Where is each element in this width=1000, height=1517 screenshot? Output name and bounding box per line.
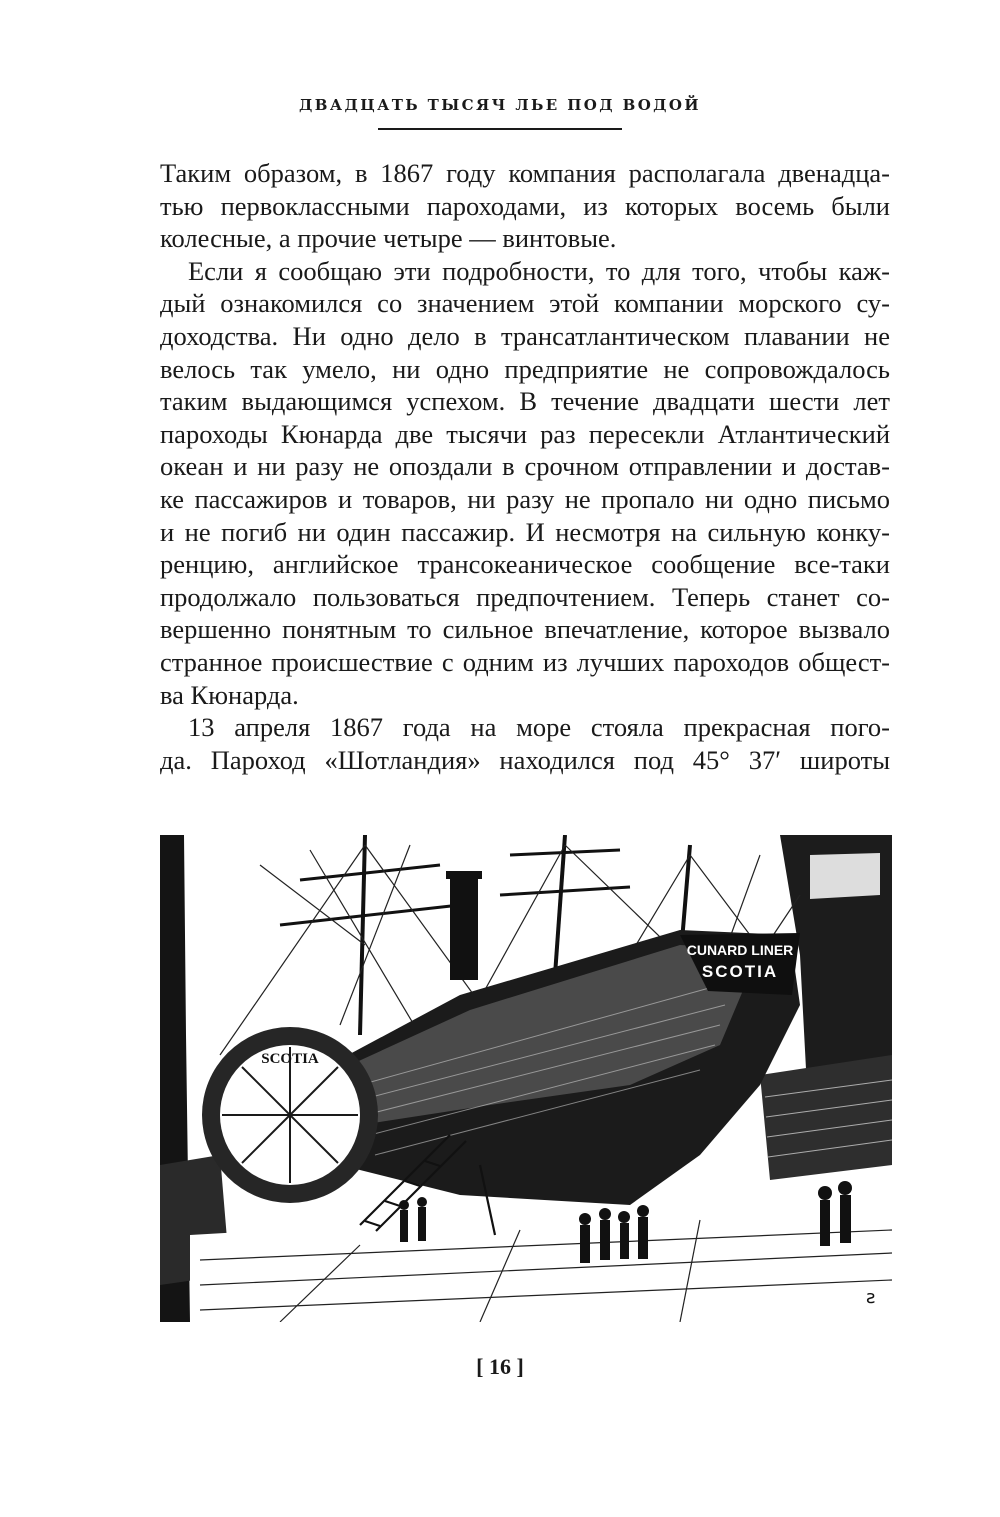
text-line: ренцию, английское трансокеаническое сообщение все-таки xyxy=(160,549,890,580)
text-line: велось так умело, ни одно предприятие не сопровождалось xyxy=(160,353,890,384)
page-number: [ 16 ] xyxy=(476,1354,524,1379)
text-line: дый ознакомился со значением этой компании морского су- xyxy=(160,288,890,319)
paddle-box-label: SCOTIA xyxy=(261,1051,319,1067)
text-line: таким выдающимся успехом. В течение двадцати шести лет xyxy=(160,386,890,417)
running-head: ДВАДЦАТЬ ТЫСЯЧ ЛЬЕ ПОД ВОДОЙ xyxy=(299,96,701,114)
text-line: 13 апреля 1867 года на море стояла прекрасная пого- xyxy=(188,712,890,743)
stern-label-line2: SCOTIA xyxy=(701,962,779,981)
text-line: океан и ни разу не опоздали в срочном отправлении и достав- xyxy=(160,451,890,482)
text-line: вершенно понятным то сильное впечатление, которое вызвало xyxy=(160,614,890,645)
text-line: продолжало пользоваться предпочтением. Теперь станет со- xyxy=(160,581,890,612)
text-line: колесные, а прочие четыре — винтовые. xyxy=(160,223,617,254)
text-line: Если я сообщаю эти подробности, то для того, чтобы каж- xyxy=(188,255,890,286)
text-line: да. Пароход «Шотландия» находился под 45° 37′ широты xyxy=(160,744,890,775)
body-text xyxy=(160,157,890,776)
stern-label-line1: CUNARD LINER xyxy=(686,942,794,958)
text-line: странное происшествие с одним из лучших пароходов общест- xyxy=(160,646,890,677)
illustration-drawing xyxy=(160,835,892,1322)
artist-signature: ƨ xyxy=(866,1287,876,1308)
text-line: и не погиб ни один пассажир. И несмотря на сильную конку- xyxy=(160,516,890,547)
ship-illustration xyxy=(160,835,892,1322)
text-line: пароходы Кюнарда две тысячи раз пересекли Атлантический xyxy=(160,418,890,449)
text-line: ва Кюнарда. xyxy=(160,679,299,710)
header-rule xyxy=(378,128,622,130)
text-line: доходства. Ни одно дело в трансатлантическом плавании не xyxy=(160,320,890,351)
text-line: ке пассажиров и товаров, ни разу не пропало ни одно письмо xyxy=(160,483,890,514)
text-line: тью первоклассными пароходами, из которых восемь были xyxy=(160,190,890,221)
text-line: Таким образом, в 1867 году компания располагала двенадца- xyxy=(160,158,890,188)
